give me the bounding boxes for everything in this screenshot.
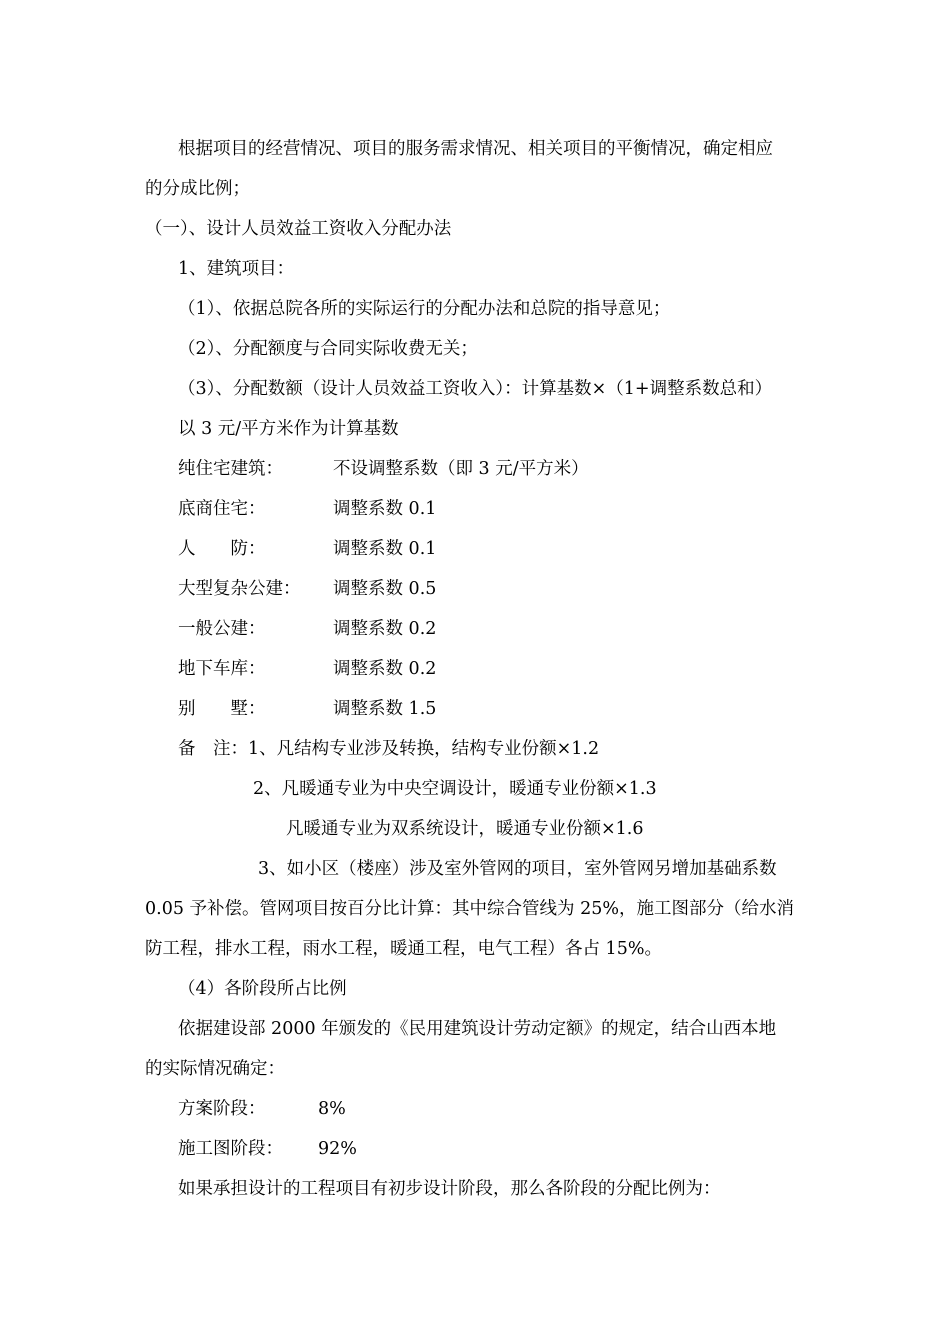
coefficient-value: 调整系数 0.1 <box>333 539 437 559</box>
intro-line-1: 根据项目的经营情况、项目的服务需求情况、相关项目的平衡情况，确定相应 <box>178 139 773 159</box>
note-2: 2、凡暖通专业为中央空调设计，暖通专业份额×1.3 <box>253 779 657 799</box>
coefficient-row <box>178 457 589 481</box>
coefficient-label: 别 墅： <box>178 699 266 719</box>
coefficient-label: 一般公建： <box>178 619 266 639</box>
item-1: （1）、依据总院各所的实际运行的分配办法和总院的指导意见； <box>178 299 671 319</box>
note-3-line-2: 0.05 予补偿。管网项目按百分比计算：其中综合管线为 25%，施工图部分（给水消 <box>145 899 794 919</box>
coefficient-row <box>178 537 437 561</box>
coefficient-label: 底商住宅： <box>178 499 266 519</box>
coefficient-row <box>178 497 437 521</box>
coefficient-row <box>178 617 437 641</box>
stages-basis-line-2: 的实际情况确定： <box>145 1059 285 1079</box>
coefficient-value: 调整系数 0.2 <box>333 659 437 679</box>
item-2: （2）、分配额度与合同实际收费无关； <box>178 339 478 359</box>
coefficient-value: 调整系数 0.5 <box>333 579 437 599</box>
stage-value: 8% <box>318 1099 346 1119</box>
stage-row <box>178 1137 357 1161</box>
note-3-line-1: 3、如小区（楼座）涉及室外管网的项目，室外管网另增加基础系数 <box>258 859 777 879</box>
stage-row <box>178 1097 346 1121</box>
note-3-line-3: 防工程，排水工程，雨水工程，暖通工程，电气工程）各占 15%。 <box>145 939 662 959</box>
coefficient-row <box>178 657 437 681</box>
coefficient-value: 调整系数 0.2 <box>333 619 437 639</box>
coefficient-label: 地下车库： <box>178 659 266 679</box>
coefficient-value: 调整系数 0.1 <box>333 499 437 519</box>
coefficient-label: 人 防： <box>178 539 266 559</box>
item-3: （3）、分配数额（设计人员效益工资收入）：计算基数×（1+调整系数总和） <box>178 379 773 399</box>
coefficient-value: 不设调整系数（即 3 元/平方米） <box>333 459 589 479</box>
note-2b: 凡暖通专业为双系统设计，暖通专业份额×1.6 <box>286 819 644 839</box>
stages-title: （4）各阶段所占比例 <box>178 979 347 999</box>
coefficient-label: 纯住宅建筑： <box>178 459 283 479</box>
coefficient-value: 调整系数 1.5 <box>333 699 437 719</box>
stage-value: 92% <box>318 1139 357 1159</box>
note-1: 备 注：1、凡结构专业涉及转换，结构专业份额×1.2 <box>178 739 600 759</box>
intro-line-2: 的分成比例； <box>145 179 250 199</box>
base-note: 以 3 元/平方米作为计算基数 <box>178 419 399 439</box>
sub-title: 1、建筑项目： <box>178 259 295 279</box>
coefficient-row <box>178 697 437 721</box>
stage-label: 施工图阶段： <box>178 1139 283 1159</box>
coefficient-label: 大型复杂公建： <box>178 579 301 599</box>
stages-closing: 如果承担设计的工程项目有初步设计阶段，那么各阶段的分配比例为： <box>178 1179 721 1199</box>
coefficient-row <box>178 577 437 601</box>
section-title: （一）、设计人员效益工资收入分配办法 <box>145 219 452 239</box>
stage-label: 方案阶段： <box>178 1099 266 1119</box>
stages-basis-line-1: 依据建设部 2000 年颁发的《民用建筑设计劳动定额》的规定，结合山西本地 <box>178 1019 777 1039</box>
